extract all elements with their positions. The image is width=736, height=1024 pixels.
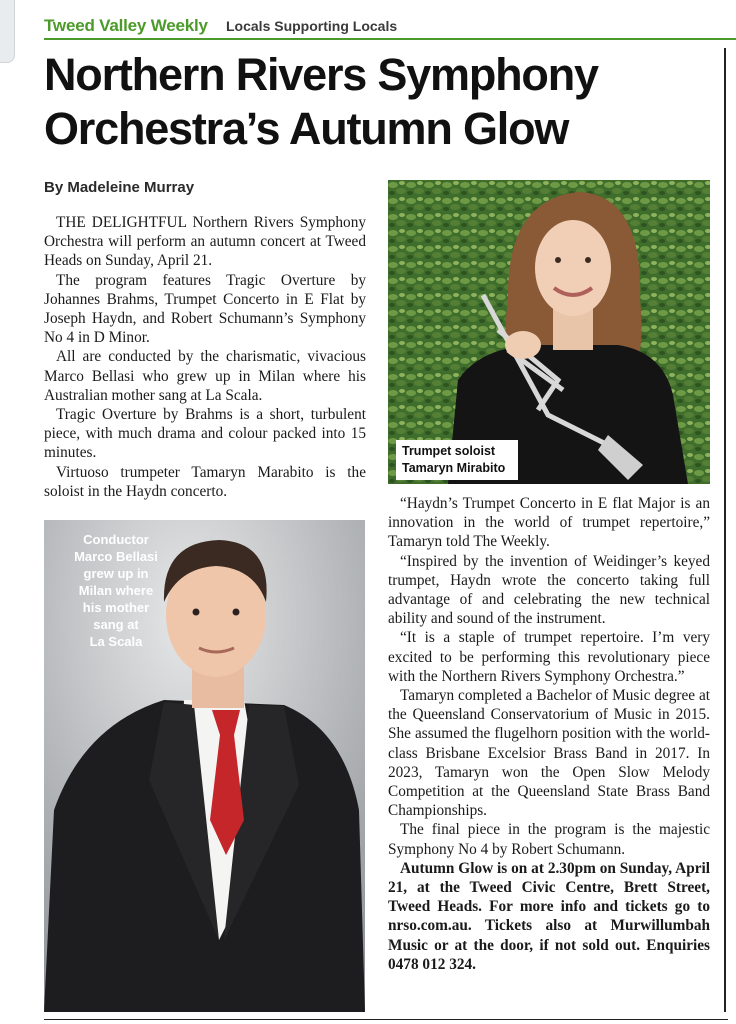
paragraph: The final piece in the program is the majestic Symphony No 4 by Robert Schumann. (388, 821, 710, 858)
paragraph: All are conducted by the charismatic, vivacious Marco Bellasi who grew up in Milan where his Australian mother sang at La Scala. (44, 348, 366, 404)
paragraph: Tragic Overture by Brahms is a short, turbulent piece, with much drama and colour packed into 15 minutes. (44, 406, 366, 462)
trumpet-caption-line-2: Tamaryn Mirabito (402, 461, 506, 475)
lead-caps: THE DELIGHTFUL (56, 214, 187, 231)
paragraph: “Haydn’s Trumpet Concerto in E flat Major is an innovation in the world of trumpet repertoire,” Tamaryn told The Weekly. (388, 495, 710, 551)
headline-line-2: Orchestra’s Autumn Glow (44, 103, 569, 154)
bottom-rule (44, 1019, 728, 1020)
paragraph: “Inspired by the invention of Weidinger’s keyed trumpet, Haydn wrote the concerto taking full advantage of and celebrating the new technical ability and sound of the instrument. (388, 552, 710, 628)
paragraph: Virtuoso trumpeter Tamaryn Marabito is the soloist in the Haydn concerto. (44, 463, 366, 500)
conductor-photo-caption (62, 531, 170, 650)
conductor-caption-line: Conductor (83, 532, 149, 547)
masthead-title: Tweed Valley Weekly (44, 16, 208, 35)
conductor-caption-line: grew up in (83, 566, 149, 581)
headline (44, 48, 724, 156)
conductor-caption-line: sang at (93, 617, 139, 632)
paragraph: The program features Tragic Overture by Johannes Brahms, Trumpet Concerto in E Flat by Joseph Haydn, and Robert Schumann’s Symphony No 4 in D Minor. (44, 271, 366, 347)
window-tab-edge (0, 0, 15, 63)
paragraph-lead (44, 213, 366, 271)
trumpet-soloist-image (388, 180, 710, 484)
trumpet-soloist-photo (388, 180, 710, 484)
event-info: Autumn Glow is on at 2.30pm on Sunday, April 21, at the Tweed Civic Centre, Brett Street, Tweed Heads. For more info and tickets go to nrso.com.au. Tickets also at Murwillumbah Music or at the door, if not sold out. Enquiries 0478 012 324. (388, 859, 710, 973)
lead-rest: Northern Rivers Symphony Orchestra will perform an autumn concert at Tweed Heads on Sunday, April 21. (44, 214, 366, 270)
right-column (388, 494, 710, 974)
masthead-rule (44, 38, 736, 40)
conductor-caption-line: Marco Bellasi (74, 549, 158, 564)
masthead (44, 10, 736, 40)
paragraph: “It is a staple of trumpet repertoire. I’m very excited to be performing this revolutionary piece with the Northern Rivers Symphony Orchestra.” (388, 629, 710, 685)
left-column (44, 213, 366, 501)
trumpet-photo-caption (396, 440, 518, 480)
masthead-tagline: Locals Supporting Locals (226, 18, 398, 34)
column-rule-right (724, 48, 726, 1012)
byline: By Madeleine Murray (44, 179, 195, 196)
conductor-caption-line: La Scala (89, 634, 143, 649)
conductor-caption-line: Milan where (78, 583, 154, 598)
conductor-caption-line: his mother (82, 600, 150, 615)
headline-line-1: Northern Rivers Symphony (44, 49, 598, 100)
trumpet-caption-line-1: Trumpet soloist (402, 444, 496, 458)
paragraph: Tamaryn completed a Bachelor of Music degree at the Queensland Conservatorium of Music in 2015. She assumed the flugelhorn position with the world-class Brisbane Excelsior Brass Band in 2017. In 2023, Tamaryn won the Open Slow Melody Competition at the Queensland State Brass Band Championships. (388, 687, 710, 820)
